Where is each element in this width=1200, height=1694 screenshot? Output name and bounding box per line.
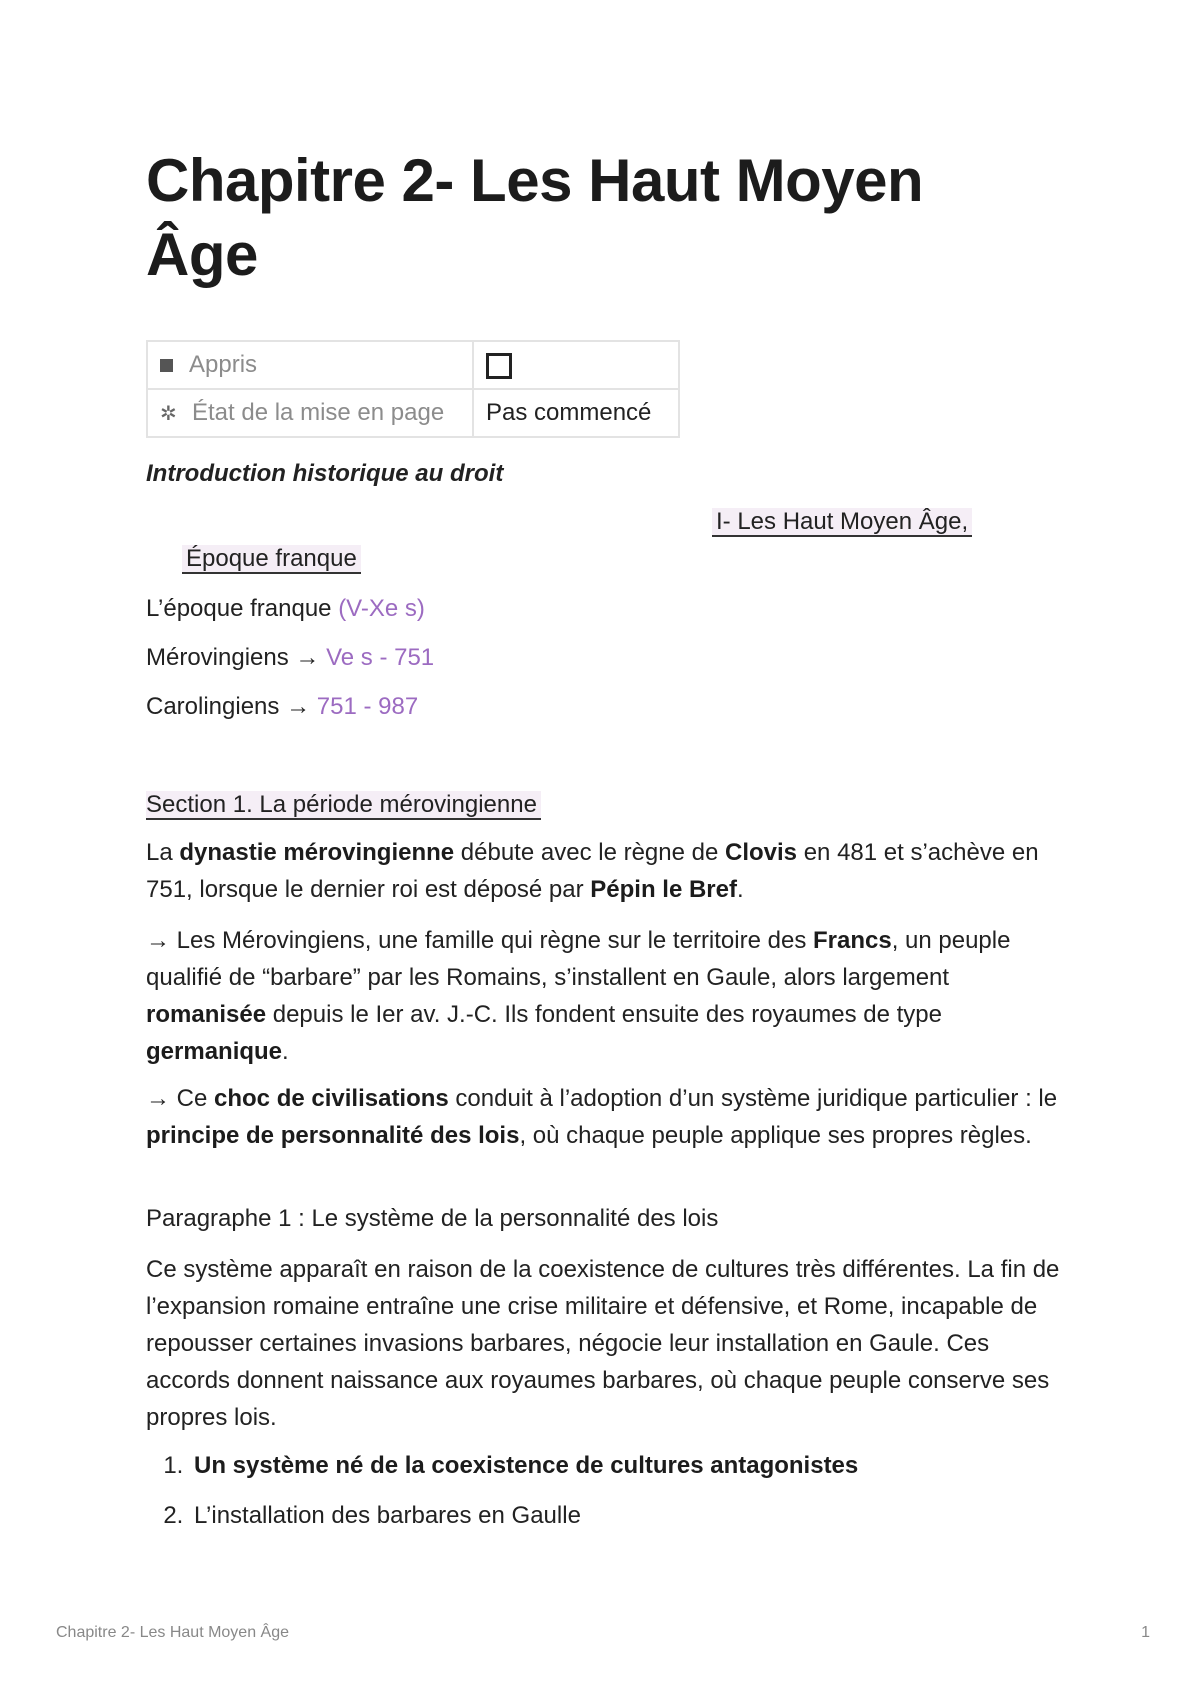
period-line: Mérovingiens → Ve s - 751 xyxy=(146,644,435,671)
footer-title: Chapitre 2- Les Haut Moyen Âge xyxy=(56,1624,290,1641)
epoque-heading: Époque franque xyxy=(182,541,361,577)
period-line: L’époque franque (V-Xe s) xyxy=(146,595,425,622)
paragraph: Ce système apparaît en raison de la coexistence de cultures très différentes. La fin de l’expansion romaine entraîne une crise militaire et défensive, et Rome, incapable de repousser certaines invasions barbares, négocie leur installation en Gaule. Ces accords donnent naissance aux royaumes barbares, où chaque peuple conserve ses propres lois. xyxy=(146,1256,1060,1431)
subject-label: Introduction historique au droit xyxy=(146,460,504,487)
part-heading: I- Les Haut Moyen Âge, xyxy=(712,504,972,540)
property-label: État de la mise en page xyxy=(192,399,445,426)
paragraph-heading: Paragraphe 1 : Le système de la personnalité des lois xyxy=(146,1205,719,1232)
gear-icon: ✲ xyxy=(160,403,177,426)
property-row-etat xyxy=(147,389,679,437)
property-value[interactable]: Pas commencé xyxy=(473,389,679,437)
page-title: Chapitre 2- Les Haut Moyen Âge xyxy=(146,147,924,288)
paragraph: → Ce choc de civilisations conduit à l’adoption d’un système juridique particulier : le principe de personnalité des lois, où chaque peuple applique ses propres règles. xyxy=(146,1085,1058,1149)
square-icon xyxy=(160,359,173,372)
paragraph: La dynastie mérovingienne débute avec le règne de Clovis en 481 et s’achève en 751, lorsque le dernier roi est déposé par Pépin le Bref. xyxy=(146,839,1039,903)
list-item: 1. Un système né de la coexistence de cultures antagonistes xyxy=(190,1448,1070,1484)
numbered-list xyxy=(146,1448,1070,1548)
property-label: Appris xyxy=(189,351,258,378)
paragraph: → Les Mérovingiens, une famille qui règne sur le territoire des Francs, un peuple qualifié de “barbare” par les Romains, s’installent en Gaule, alors largement romanisée depuis le Ier av. J.-C. Ils fondent ensuite des royaumes de type germanique. xyxy=(146,927,1011,1065)
section-heading: Section 1. La période mérovingienne xyxy=(146,787,541,823)
property-row-appris xyxy=(147,341,679,389)
period-line: Carolingiens → 751 - 987 xyxy=(146,693,419,720)
properties-table xyxy=(146,340,680,438)
list-item: 2. L’installation des barbares en Gaulle xyxy=(190,1498,1070,1534)
footer-page-number: 1 xyxy=(1141,1624,1150,1641)
appris-checkbox-cell[interactable] xyxy=(473,341,679,389)
checkbox[interactable] xyxy=(486,353,512,379)
